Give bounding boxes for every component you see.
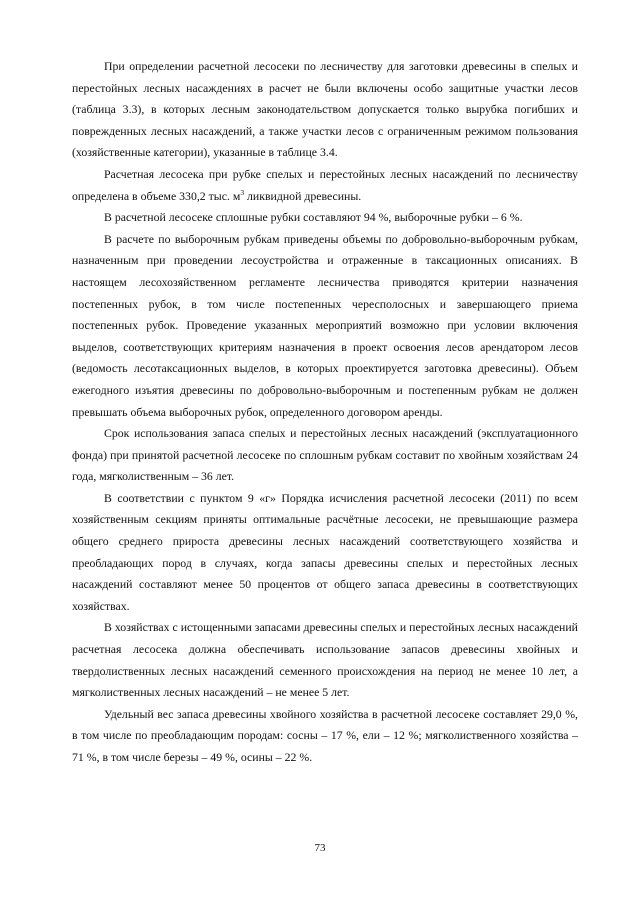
volume-unit-superscript: 3 [240,187,245,197]
volume-text-after: ликвидной древесины. [244,188,362,203]
paragraph-stock-usage-term: Срок использования запаса спелых и перестойных лесных насаждений (эксплуатационного фонда) при принятой расчетной лесосеке по сплошным рубкам составит по хвойным хозяйствам 24 года, мягколиственным – 36 лет. [72,426,578,484]
paragraph-cutting-shares: В расчетной лесосеке сплошные рубки составляют 94 %, выборочные рубки – 6 %. [104,210,523,225]
paragraph-stock-share: Удельный вес запаса древесины хвойного хозяйства в расчетной лесосеке составляет 29,0 %, в том числе по преобладающим породам: сосны – 17 %, ели – 12 %; мягколиственного хозяйства – 71 %, в том числе березы – 49 %, осины – 22 %. [72,706,578,764]
paragraph-calculation-exclusions: При определении расчетной лесосеки по лесничеству для заготовки древесины в спелых и перестойных лесных насаждениях в расчет не были включены особо защитные участки лесов (таблица 3.3), в которых лесным законодательством допускается только вырубка погибших и поврежденных лесных насаждений, а также участки лесов с ограниченным режимом пользования (хозяйственные категории), указанные в таблице 3.4. [72,59,578,160]
paragraph-cutting-volume [72,164,578,207]
paragraph-depleted-stock: В хозяйствах с истощенными запасами древесины спелых и перестойных лесных насаждений расчетная лесосека должна обеспечивать использование запасов древесины хвойных и твердолиственных лесных насаждений семенного происхождения на период не менее 10 лет, а мягколиственных лесных насаждений – не менее 5 лет. [72,620,578,700]
page-number: 73 [314,842,326,854]
paragraph-optimal-cutting-areas: В соответствии с пунктом 9 «г» Порядка исчисления расчетной лесосеки (2011) по всем хозяйственным секциям приняты оптимальные расчётные лесосеки, не превышающие размера общего среднего прироста древесины лесных насаждений соответствующего хозяйства и преобладающих пород в случаях, когда запасы древесины спелых и перестойных лесных насаждений составляют менее 50 процентов от общего запаса древесины в соответствующих хозяйствах. [72,490,578,613]
page-body [72,56,578,769]
volume-text-before: Расчетная лесосека при рубке спелых и перестойных лесных насаждений по лесничеству определена в объеме 330,2 тыс. м [72,166,578,203]
paragraph-selective-cutting: В расчете по выборочным рубкам приведены объемы по добровольно-выборочным рубкам, назначенным при проведении лесоустройства и отраженные в таксационных описаниях. В настоящем лесохозяйственном регламенте лесничества приводятся критерии назначения постепенных рубок, в том числе постепенных чересполосных и завершающего приема постепенных рубок. Проведение указанных мероприятий возможно при условии включения выделов, соответствующих критериям назначения в проект освоения лесов арендатором лесов (ведомость лесотаксационных выделов, в которых проектируется заготовка древесины). Объем ежегодного изъятия древесины по добровольно-выборочным и постепенным рубкам не должен превышать объема выборочных рубок, определенного договором аренды. [72,231,578,419]
